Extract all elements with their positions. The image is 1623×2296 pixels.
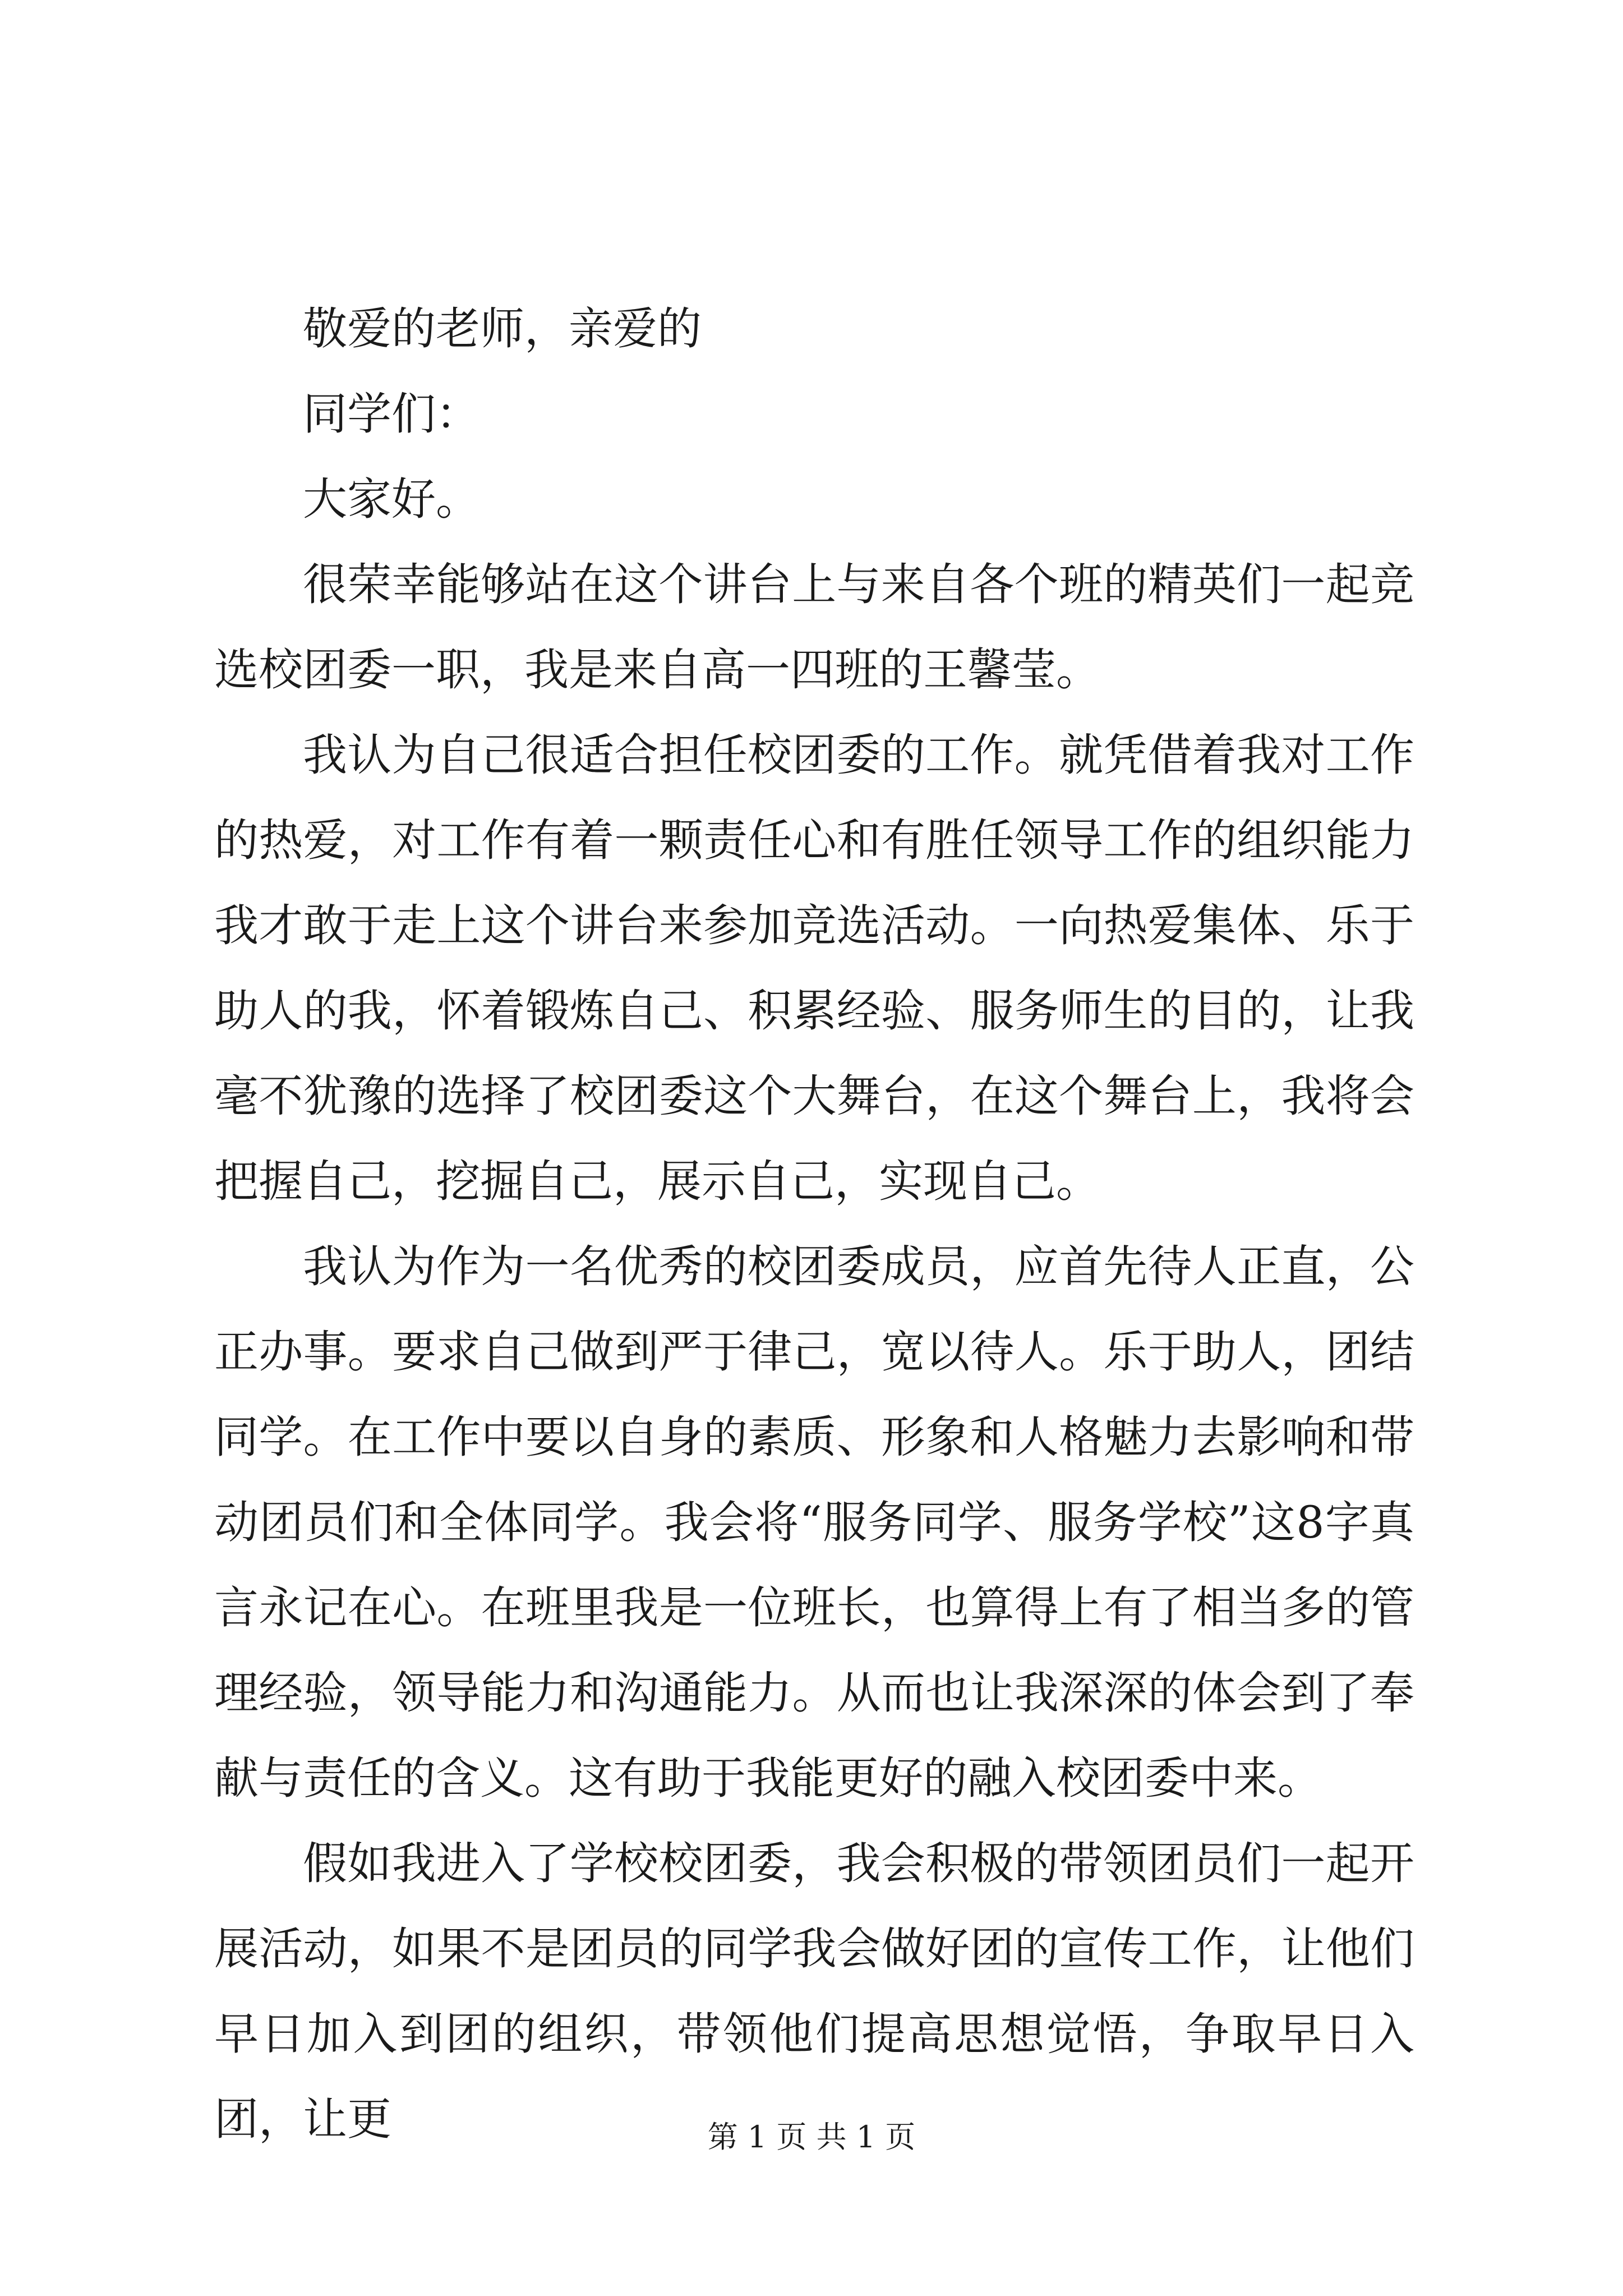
salutation: 大家好。 xyxy=(303,473,480,525)
body-paragraph: 我认为作为一名优秀的校团委成员，应首先待人正直，公正办事。要求自己做到严于律己，宽以待人。乐于助人，团结同学。在工作中要以自身的素质、形象和人格魅力去影响和带动团员们和全体同学。我会将“服务同学、服务学校”这8字真言永记在心。在班里我是一位班长，也算得上有了相当多的管理经验，领导能力和沟通能力。从而也让我深深的体会到了奉献与责任的含义。这有助于我能更好的融入校团委中来。 xyxy=(214,1241,1414,1804)
greeting-line-2: 同学们： xyxy=(303,388,480,440)
document-body xyxy=(214,286,1414,2162)
page-number-footer: 第 1 页 共 1 页 xyxy=(707,2119,916,2155)
body-paragraph: 我认为自己很适合担任校团委的工作。就凭借着我对工作的热爱，对工作有着一颗责任心和有胜任领导工作的组织能力我才敢于走上这个讲台来参加竞选活动。一向热爱集体、乐于助人的我，怀着锻炼自己、积累经验、服务师生的目的，让我毫不犹豫的选择了校团委这个大舞台，在这个舞台上，我将会把握自己，挖掘自己，展示自己，实现自己。 xyxy=(214,729,1414,1207)
greeting-line: 敬爱的老师，亲爱的 xyxy=(303,303,702,355)
body-paragraph: 很荣幸能够站在这个讲台上与来自各个班的精英们一起竞选校团委一职，我是来自高一四班的王馨莹。 xyxy=(214,559,1414,696)
body-paragraph: 假如我进入了学校校团委，我会积极的带领团员们一起开展活动，如果不是团员的同学我会做好团的宣传工作，让他们早日加入到团的组织，带领他们提高思想觉悟，争取早日入团，让更 xyxy=(214,1838,1414,2145)
